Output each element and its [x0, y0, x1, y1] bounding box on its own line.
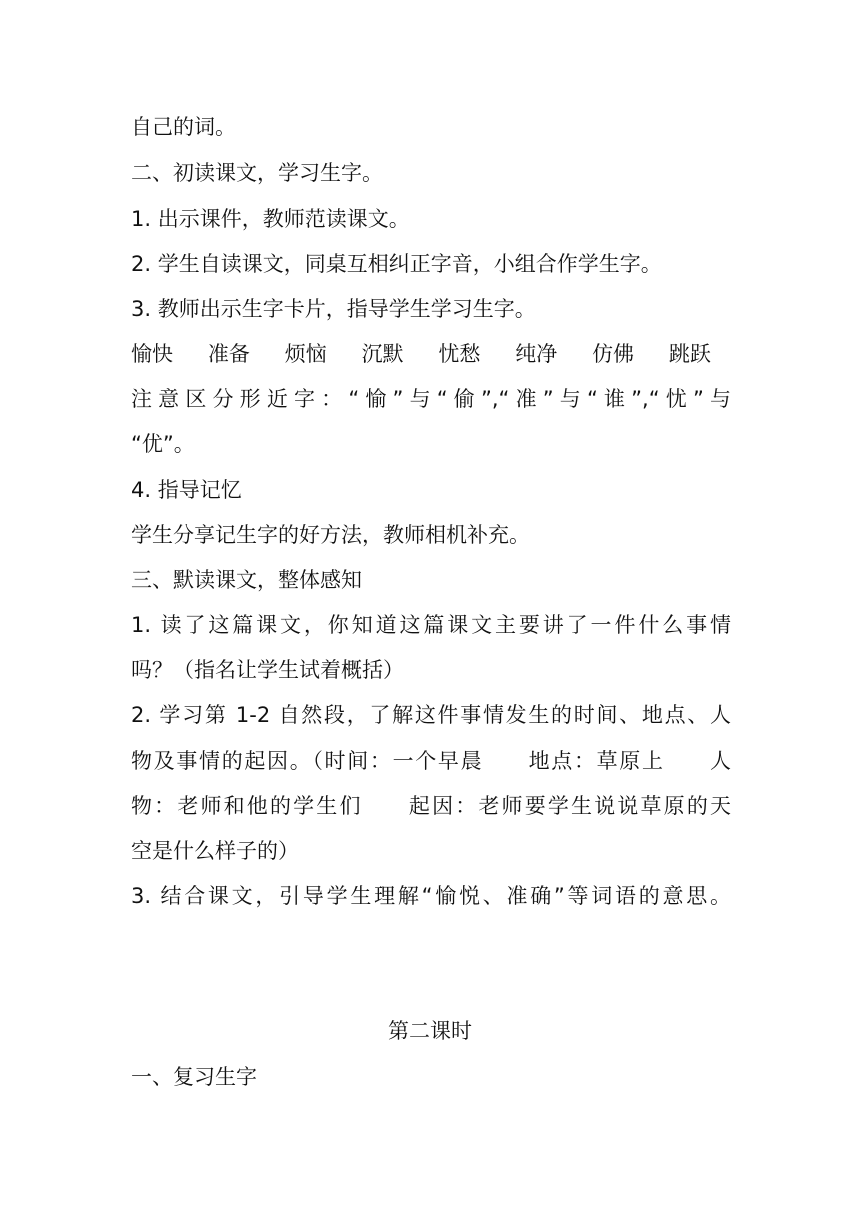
section-heading: 二、初读课文，学习生字。 [131, 161, 383, 185]
vocab-word: 跳跃 [668, 342, 711, 366]
text-line: 1. 出示课件，教师范读课文。 [131, 207, 410, 231]
vocab-word: 忧愁 [438, 342, 481, 366]
section-heading: 三、默读课文，整体感知 [131, 568, 362, 592]
text-line: 注意区分形近字：“愉”与“偷”,“准”与“谁”,“忧”与 [131, 387, 731, 411]
vocab-word: 沉默 [361, 342, 404, 366]
vocab-list [131, 339, 711, 369]
vocab-word: 纯净 [515, 342, 558, 366]
text-line: 4. 指导记忆 [131, 478, 242, 502]
vocab-word: 愉快 [131, 342, 173, 366]
vocab-word: 仿佛 [592, 342, 635, 366]
text-line: 物：老师和他的学生们 起因：老师要学生说说草原的天 [131, 794, 731, 818]
text-line: “优”。 [131, 432, 195, 456]
section-title: 第二课时 [388, 1019, 472, 1043]
text-line: 空是什么样子的） [131, 839, 299, 863]
text-line: 物及事情的起因。（时间：一个早晨 地点：草原上 人 [131, 749, 731, 773]
text-line: 1. 读了这篇课文，你知道这篇课文主要讲了一件什么事情 [131, 613, 731, 637]
text-line: 吗？（指名让学生试着概括） [131, 658, 404, 682]
text-line: 2. 学生自读课文，同桌互相纠正字音，小组合作学生字。 [131, 252, 662, 276]
text-line: 3. 教师出示生字卡片，指导学生学习生字。 [131, 297, 536, 321]
vocab-word: 准备 [207, 342, 250, 366]
text-line: 学生分享记生字的好方法，教师相机补充。 [131, 523, 530, 547]
section-heading: 一、复习生字 [131, 1065, 257, 1089]
text-line: 2. 学习第 1-2 自然段，了解这件事情发生的时间、地点、人 [131, 703, 731, 727]
vocab-word: 烦恼 [284, 342, 327, 366]
text-line: 自己的词。 [131, 115, 236, 139]
text-line: 3. 结合课文，引导学生理解“愉悦、准确”等词语的意思。 [131, 884, 731, 908]
